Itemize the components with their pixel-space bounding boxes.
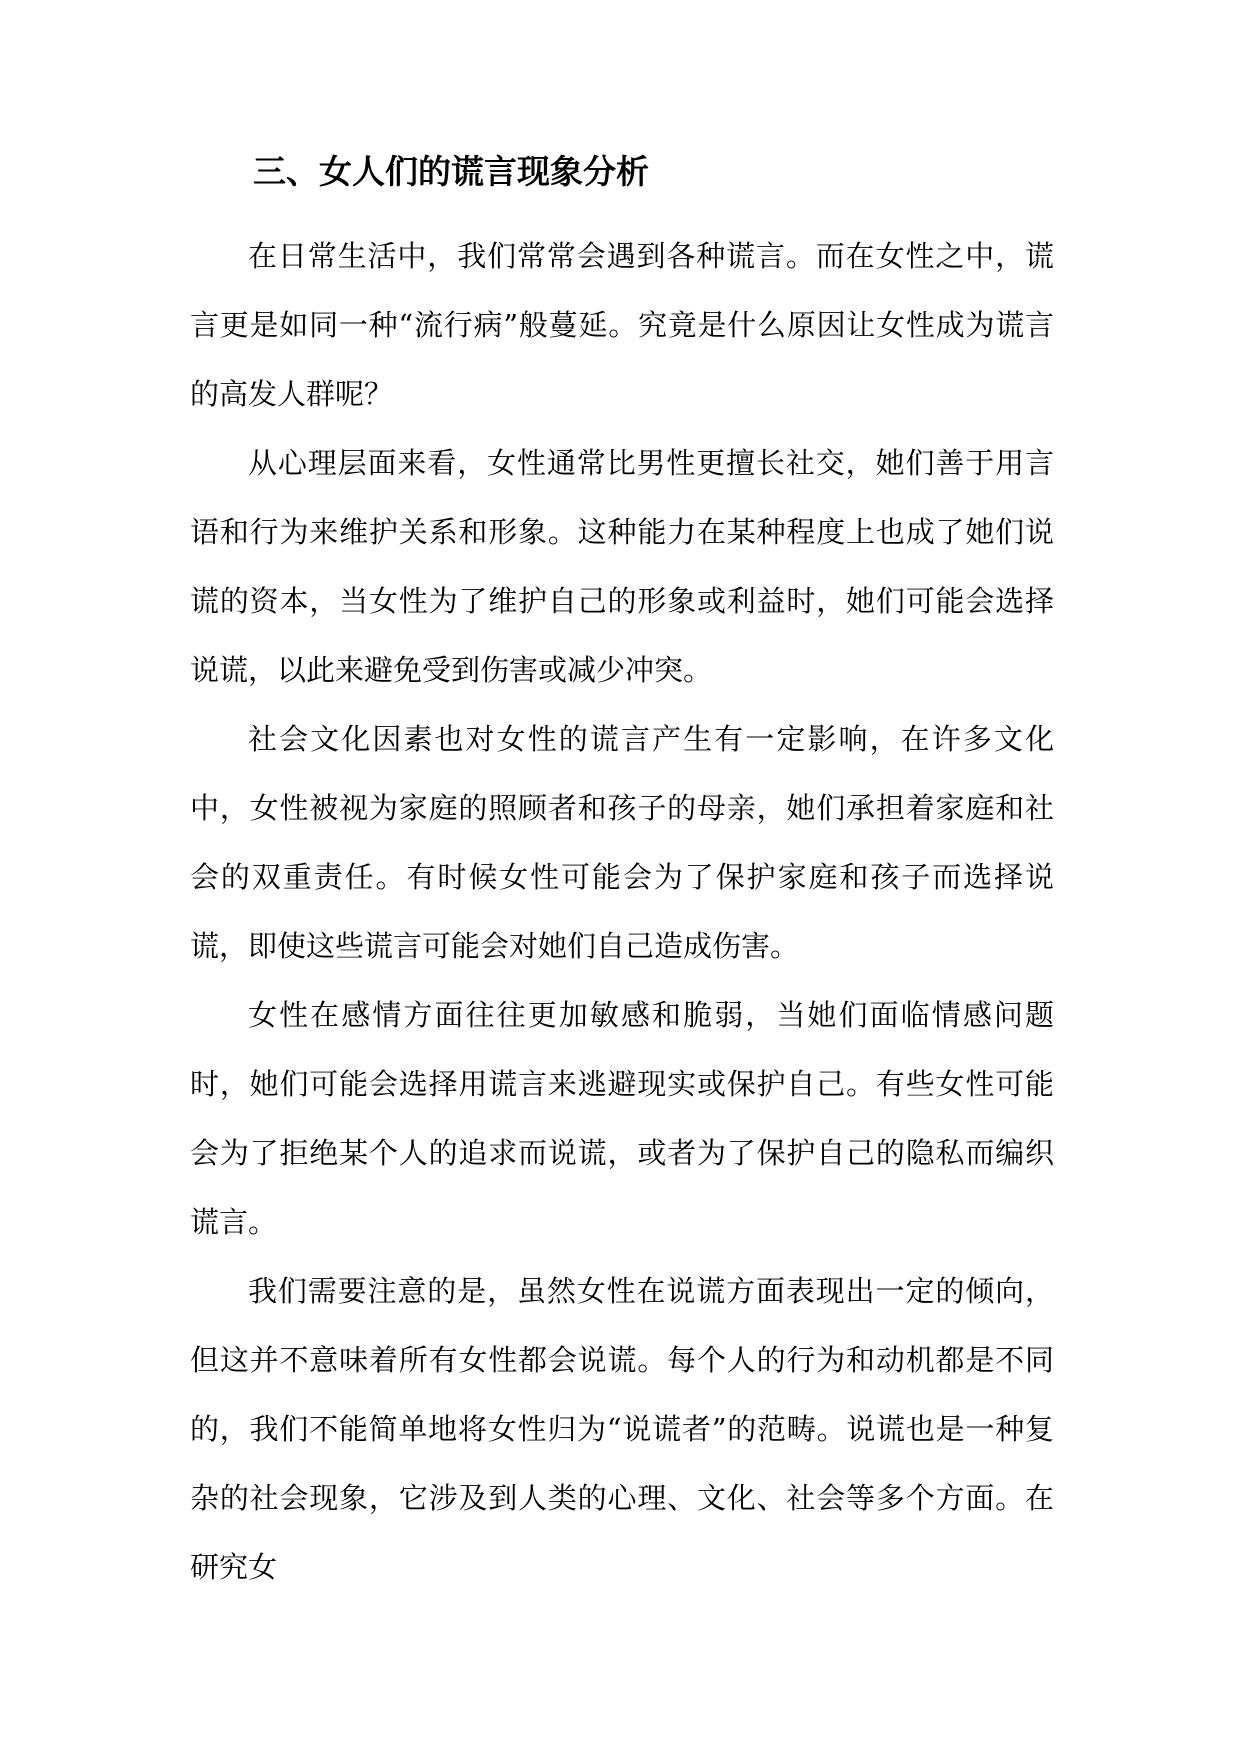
body-text (190, 222, 1054, 1602)
paragraph: 从心理层面来看，女性通常比男性更擅长社交，她们善于用言语和行为来维护关系和形象。这种能力在某种程度上也成了她们说谎的资本，当女性为了维护自己的形象或利益时，她们可能会选择说谎，以此来避免受到伤害或减少冲突。 (190, 446, 1054, 687)
paragraph: 我们需要注意的是，虽然女性在说谎方面表现出一定的倾向，但这并不意味着所有女性都会说谎。每个人的行为和动机都是不同的，我们不能简单地将女性归为“说谎者”的范畴。说谎也是一种复杂的社会现象，它涉及到人类的心理、文化、社会等多个方面。在研究女 (190, 1274, 1054, 1584)
section-heading: 三、女人们的谎言现象分析 (253, 152, 649, 191)
paragraph: 社会文化因素也对女性的谎言产生有一定影响，在许多文化中，女性被视为家庭的照顾者和孩子的母亲，她们承担着家庭和社会的双重责任。有时候女性可能会为了保护家庭和孩子而选择说谎，即使这些谎言可能会对她们自己造成伤害。 (190, 722, 1054, 963)
paragraph: 女性在感情方面往往更加敏感和脆弱，当她们面临情感问题时，她们可能会选择用谎言来逃避现实或保护自己。有些女性可能会为了拒绝某个人的追求而说谎，或者为了保护自己的隐私而编织谎言。 (190, 998, 1054, 1239)
paragraph: 在日常生活中，我们常常会遇到各种谎言。而在女性之中，谎言更是如同一种“流行病”般蔓延。究竟是什么原因让女性成为谎言的高发人群呢？ (190, 239, 1054, 411)
